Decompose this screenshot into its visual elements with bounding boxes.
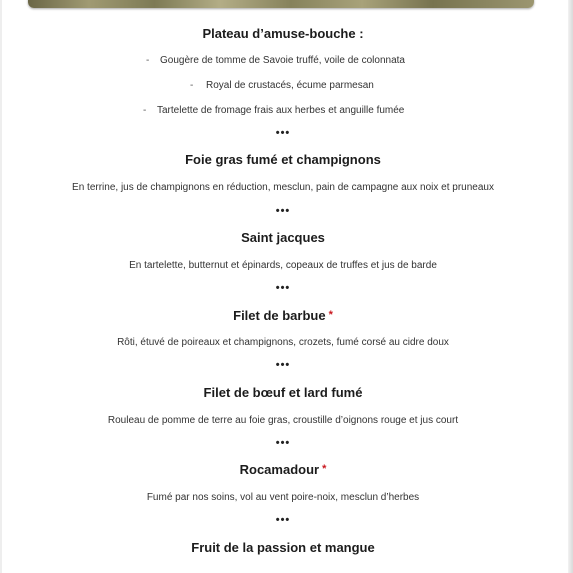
star-marker: *: [328, 309, 333, 321]
star-marker: *: [322, 463, 327, 475]
course-description: En terrine, jus de champignons en réduction, mesclun, pain de campagne aux noix et pruneaux: [72, 182, 494, 193]
amuse-bouche-item: Royal de crustacés, écume parmesan: [206, 80, 374, 91]
bullet-dash: -: [143, 105, 147, 116]
bullet-dash: -: [190, 80, 194, 91]
section-separator: •••: [275, 127, 291, 139]
section-separator: •••: [275, 437, 291, 449]
course-title: Filet de bœuf et lard fumé: [203, 385, 363, 400]
course-description: Rouleau de pomme de terre au foie gras, croustille d’oignons rouge et jus court: [107, 415, 459, 426]
amuse-bouche-title: Plateau d’amuse-bouche :: [202, 26, 364, 41]
course-description: Rôti, étuvé de poireaux et champignons, crozets, fumé corsé au cidre doux: [117, 337, 449, 348]
course-title: Saint jacques: [241, 230, 325, 245]
course-description: En tartelette, butternut et épinards, copeaux de truffes et jus de barde: [129, 260, 437, 271]
section-separator: •••: [275, 282, 291, 294]
section-separator: •••: [275, 205, 291, 217]
course-title: Rocamadour: [239, 462, 320, 477]
course-title-row: [0, 462, 566, 477]
section-separator: •••: [275, 514, 291, 526]
section-separator: •••: [275, 359, 291, 371]
course-description: Fumé par nos soins, vol au vent poire-noix, mesclun d’herbes: [146, 492, 420, 503]
bullet-dash: -: [146, 55, 150, 66]
course-title: Foie gras fumé et champignons: [185, 152, 381, 167]
course-title: Filet de barbue: [233, 308, 326, 323]
course-title: Fruit de la passion et mangue: [191, 540, 375, 555]
course-title-row: [0, 308, 566, 323]
page-right-edge: [568, 0, 573, 573]
amuse-bouche-item: Tartelette de fromage frais aux herbes et anguille fumée: [157, 105, 405, 116]
amuse-bouche-item: Gougère de tomme de Savoie truffé, voile de colonnata: [160, 55, 405, 66]
